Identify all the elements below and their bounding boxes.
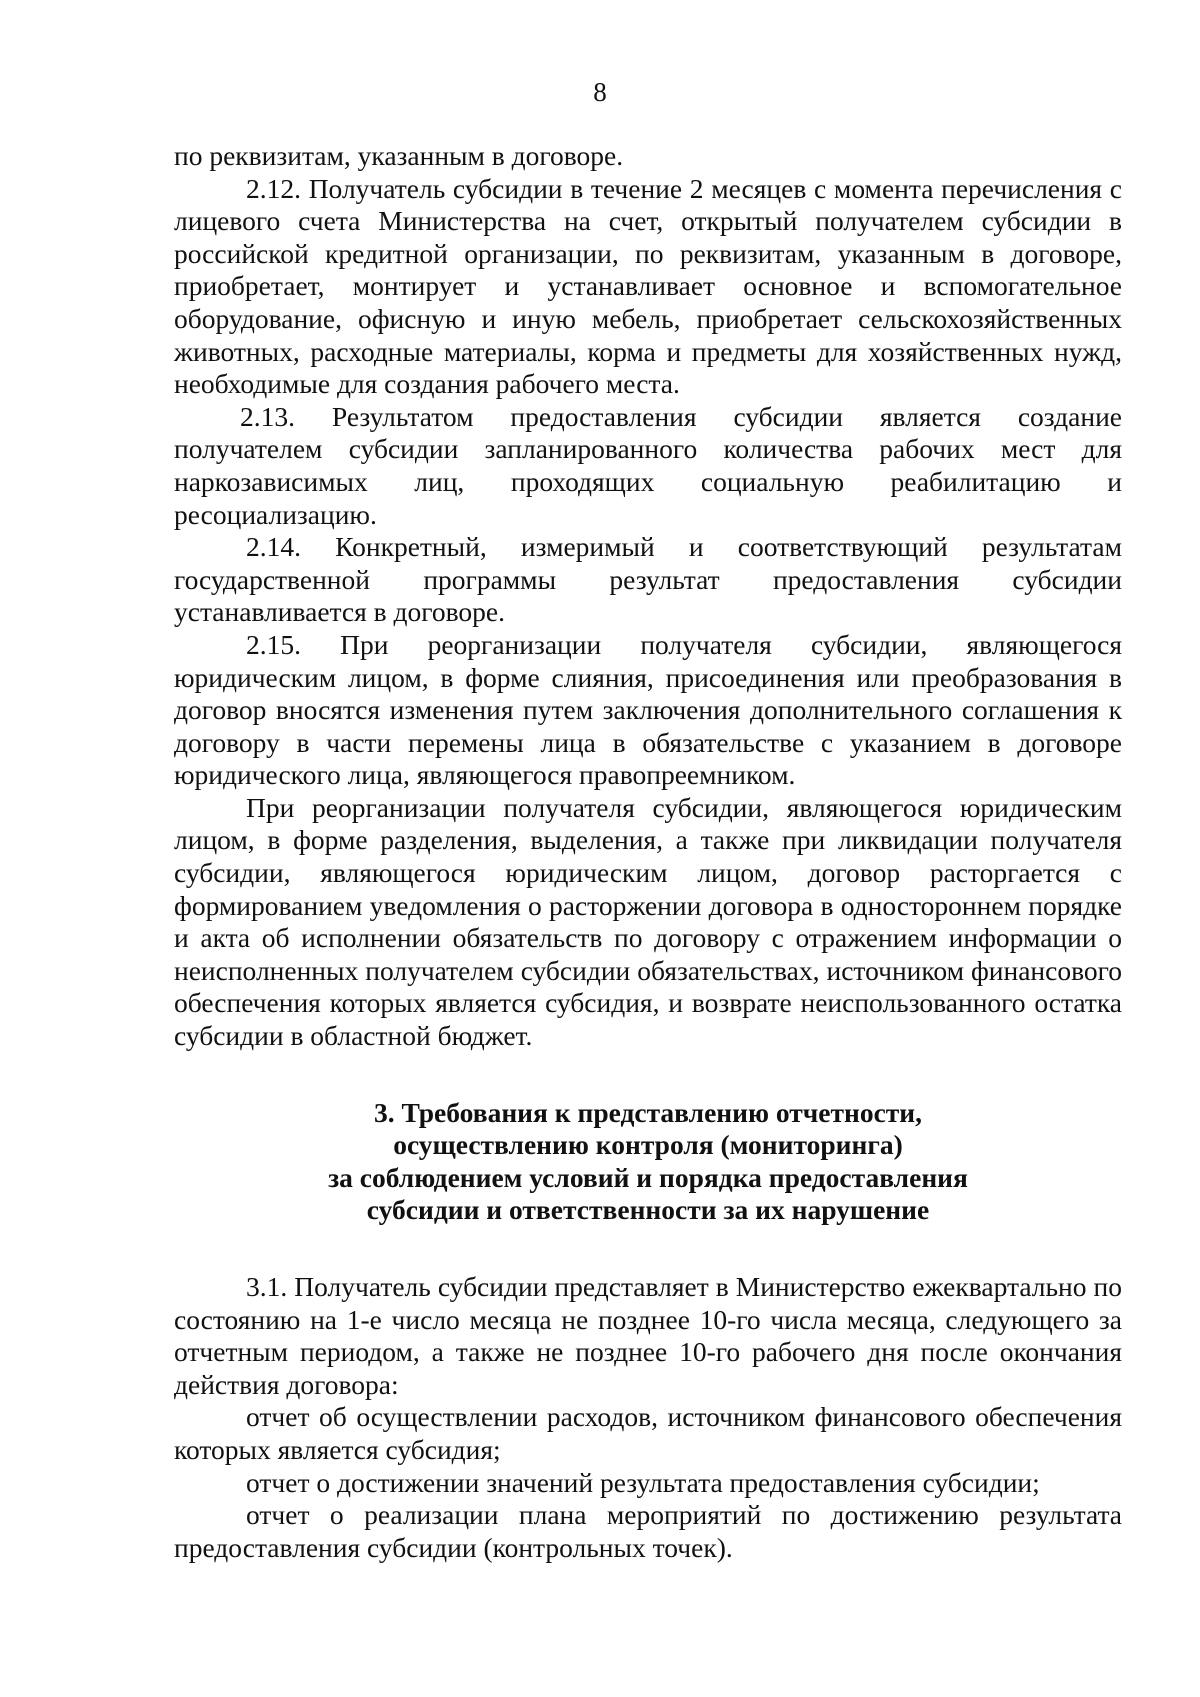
section-3-heading [174,1097,1122,1227]
section-3-heading-line-4: субсидии и ответственности за их нарушение [366,1194,930,1226]
paragraph-2-13: 2.13. Результатом предоставления субсидии является создание получателем субсидии запланированного количества рабочих мест для наркозависимых лиц, проходящих социальную реабилитацию и ресоциализацию. [174,400,1122,530]
paragraph-3-1: 3.1. Получатель субсидии представляет в Министерство ежеквартально по состоянию на 1-е число месяца не позднее 10-го числа месяца, следующего за отчетным периодом, а также не позднее 10-го рабочего дня после окончания действия договора: [174,1271,1122,1400]
list-item-plan-report: отчет о реализации плана мероприятий по достижению результата предоставления субсидии (контрольных точек). [174,1499,1122,1563]
section-3-heading-line-1: 3. Требования к представлению отчетности, [373,1096,923,1128]
list-item-results-report: отчет о достижении значений результата предоставления субсидии; [246,1466,1040,1498]
page-number: 8 [593,77,607,107]
paragraph-2-15: 2.15. При реорганизации получателя субсидии, являющегося юридическим лицом, в форме слияния, присоединения или преобразования в договор вносятся изменения путем заключения дополнительного соглашения к договору в части перемены лица в обязательстве с указанием в договоре юридического лица, являющегося правопреемником. [174,628,1122,791]
section-3-heading-line-3: за соблюдением условий и порядка предоставления [328,1161,968,1193]
paragraph-2-14: 2.14. Конкретный, измеримый и соответствующий результатам государственной программы результат предоставления субсидии устанавливается в договоре. [174,531,1122,628]
paragraph-continuation: по реквизитам, указанным в договоре. [174,140,624,171]
document-body [174,140,1122,1564]
paragraph-2-12: 2.12. Получатель субсидии в течение 2 месяцев с момента перечисления с лицевого счета Министерства на счет, открытый получателем субсидии в российской кредитной организации, по реквизитам, указанным в договоре, приобретает, монтирует и устанавливает основное и вспомогательное оборудование, офисную и иную мебель, приобретает сельскохозяйственных животных, расходные материалы, корма и предметы для хозяйственных нужд, необходимые для создания рабочего места. [174,172,1122,400]
section-3-heading-line-2: осуществлению контроля (мониторинга) [393,1129,903,1161]
list-item-expenses-report: отчет об осуществлении расходов, источником финансового обеспечения которых является субсидия; [174,1401,1122,1465]
paragraph-2-15-continued: При реорганизации получателя субсидии, являющегося юридическим лицом, в форме разделения, выделения, а также при ликвидации получателя субсидии, являющегося юридическим лицом, договор расторгается с формированием уведомления о расторжении договора в одностороннем порядке и акта об исполнении обязательств по договору с отражением информации о неисполненных получателем субсидии обязательствах, источником финансового обеспечения которых является субсидия, и возврате неиспользованного остатка субсидии в областной бюджет. [174,791,1122,1052]
